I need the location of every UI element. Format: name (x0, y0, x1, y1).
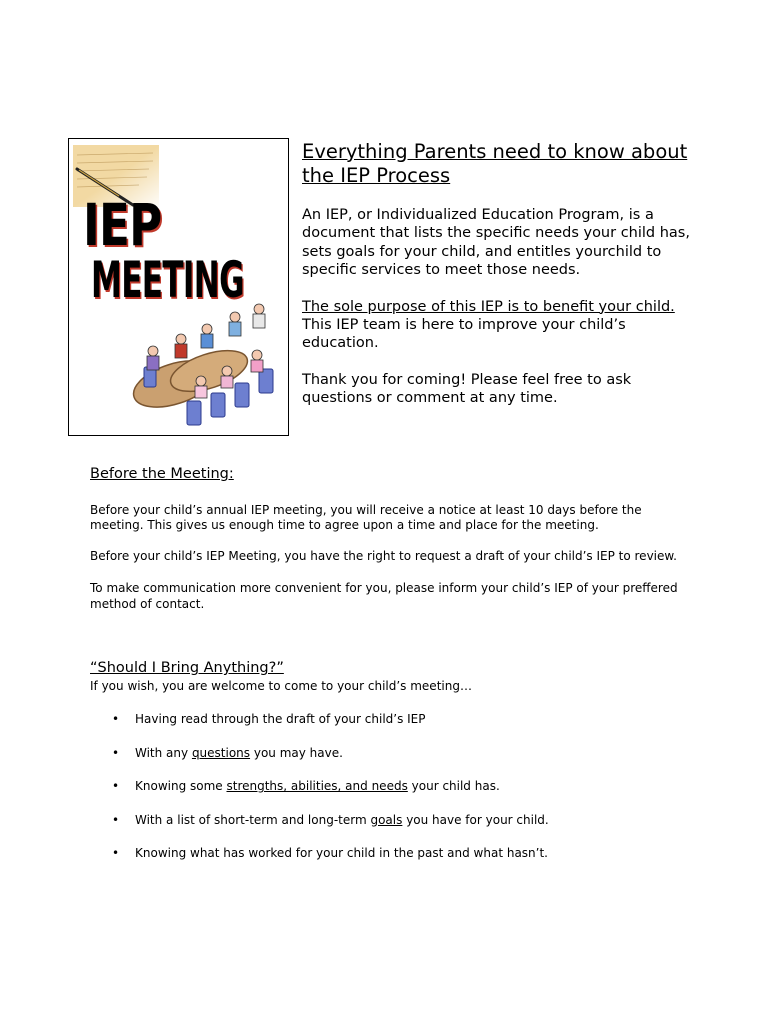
list-item (110, 746, 690, 780)
purpose-statement: The sole purpose of this IEP is to benefit your child. (302, 298, 675, 315)
before-paragraph-1: Before your child’s annual IEP meeting, you will receive a notice at least 10 days before the meeting. This gives us enough time to agree upon a time and place for the meeting. (90, 503, 642, 533)
intro-section (302, 206, 692, 426)
bring-list (110, 712, 690, 880)
page-title: Everything Parents need to know about the IEP Process (302, 140, 688, 187)
intro-paragraph-1: An IEP, or Individualized Education Program, is a document that lists the specific needs your child has, sets goals for your child, and entitles yourchild to specific services to meet those needs. (302, 207, 690, 279)
list-item-text: With a list of short-term and long-term (135, 812, 371, 827)
meeting-word: MEETING (91, 251, 244, 309)
list-item-text: Knowing what has worked for your child in the past and what hasn’t. (135, 846, 548, 860)
list-item-text-end: you may have. (250, 745, 343, 760)
list-item-emphasis: goals (370, 812, 403, 827)
before-meeting-body (90, 503, 690, 612)
list-item-text: Knowing some (135, 779, 227, 793)
iep-word: IEP (83, 191, 162, 259)
before-paragraph-2: Before your child’s IEP Meeting, you have the right to request a draft of your child’s IEP to review. (90, 548, 677, 563)
list-item (110, 813, 690, 847)
intro-paragraph-3: Thank you for coming! Please feel free to ask questions or comment at any time. (302, 371, 632, 407)
list-item-text: Having read through the draft of your child’s IEP (135, 712, 426, 726)
list-item-text-end: your child has. (407, 779, 500, 793)
list-item-text-end: you have for your child. (402, 812, 549, 827)
bring-anything-intro: If you wish, you are welcome to come to your child’s meeting… (90, 679, 472, 693)
list-item-emphasis: questions (191, 745, 251, 760)
list-item-text: With any (135, 745, 192, 760)
before-meeting-heading: Before the Meeting: (90, 466, 234, 482)
list-item (110, 846, 690, 880)
iep-meeting-graphic (68, 138, 289, 436)
list-item (110, 712, 690, 746)
list-item (110, 779, 690, 813)
before-paragraph-3: To make communication more convenient for you, please inform your child’s IEP of your preffered method of contact. (90, 581, 678, 611)
purpose-detail: This IEP team is here to improve your child’s education. (302, 317, 626, 352)
bring-anything-heading: “Should I Bring Anything?” (90, 660, 284, 676)
list-item-emphasis: strengths, abilities, and needs (226, 779, 408, 793)
intro-paragraph-2 (302, 298, 692, 353)
